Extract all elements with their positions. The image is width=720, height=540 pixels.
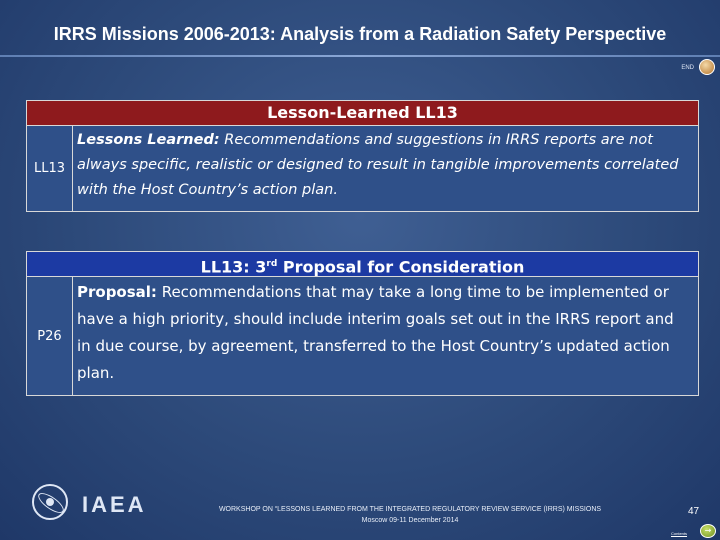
proposal-heading-suffix: Proposal for Consideration (277, 257, 525, 277)
footer-workshop: WORKSHOP ON “LESSONS LEARNED FROM THE INTEGRATED REGULATORY REVIEW SERVICE (IRRS) MISSIONS (218, 506, 602, 513)
proposal-lead: Proposal: (77, 283, 157, 301)
proposal-body (26, 277, 699, 396)
lesson-description: Recommendations and suggestions in IRRS reports are not always specific, realistic or designed to result in tangible improvements correlated with the Host Country’s action plan. (77, 132, 679, 198)
proposal-text (73, 277, 698, 395)
footer-location: Moscow 09-11 December 2014 (361, 517, 459, 524)
proposal-block (26, 251, 699, 396)
lesson-lead: Lessons Learned: (77, 132, 220, 148)
proposal-id: P26 (27, 277, 73, 395)
proposal-heading-prefix: LL13: 3 (200, 257, 267, 277)
page-number: 47 (688, 506, 700, 517)
proposal-description: Recommendations that may take a long time to be implemented or have a high priority, should include interim goals set out in the IRRS report and in due course, by agreement, transferred to the Host Country’s updated action plan. (77, 283, 674, 382)
next-slide-icon[interactable]: → (700, 524, 716, 538)
proposal-heading (26, 251, 699, 277)
slide-title: IRRS Missions 2006-2013: Analysis from a Radiation Safety Perspective (53, 24, 667, 44)
title-divider (0, 55, 720, 57)
lesson-body (26, 126, 699, 212)
end-label[interactable]: END (681, 65, 694, 71)
lesson-id: LL13 (27, 126, 73, 211)
lesson-text (73, 126, 698, 211)
contents-link[interactable]: Contents (671, 531, 688, 536)
proposal-heading-sup: rd (266, 259, 278, 269)
end-icon[interactable] (699, 59, 715, 75)
iaea-logo: IAEA (82, 492, 147, 517)
lesson-block (26, 100, 699, 212)
un-emblem-icon (32, 484, 68, 520)
lesson-heading: Lesson-Learned LL13 (26, 100, 699, 126)
